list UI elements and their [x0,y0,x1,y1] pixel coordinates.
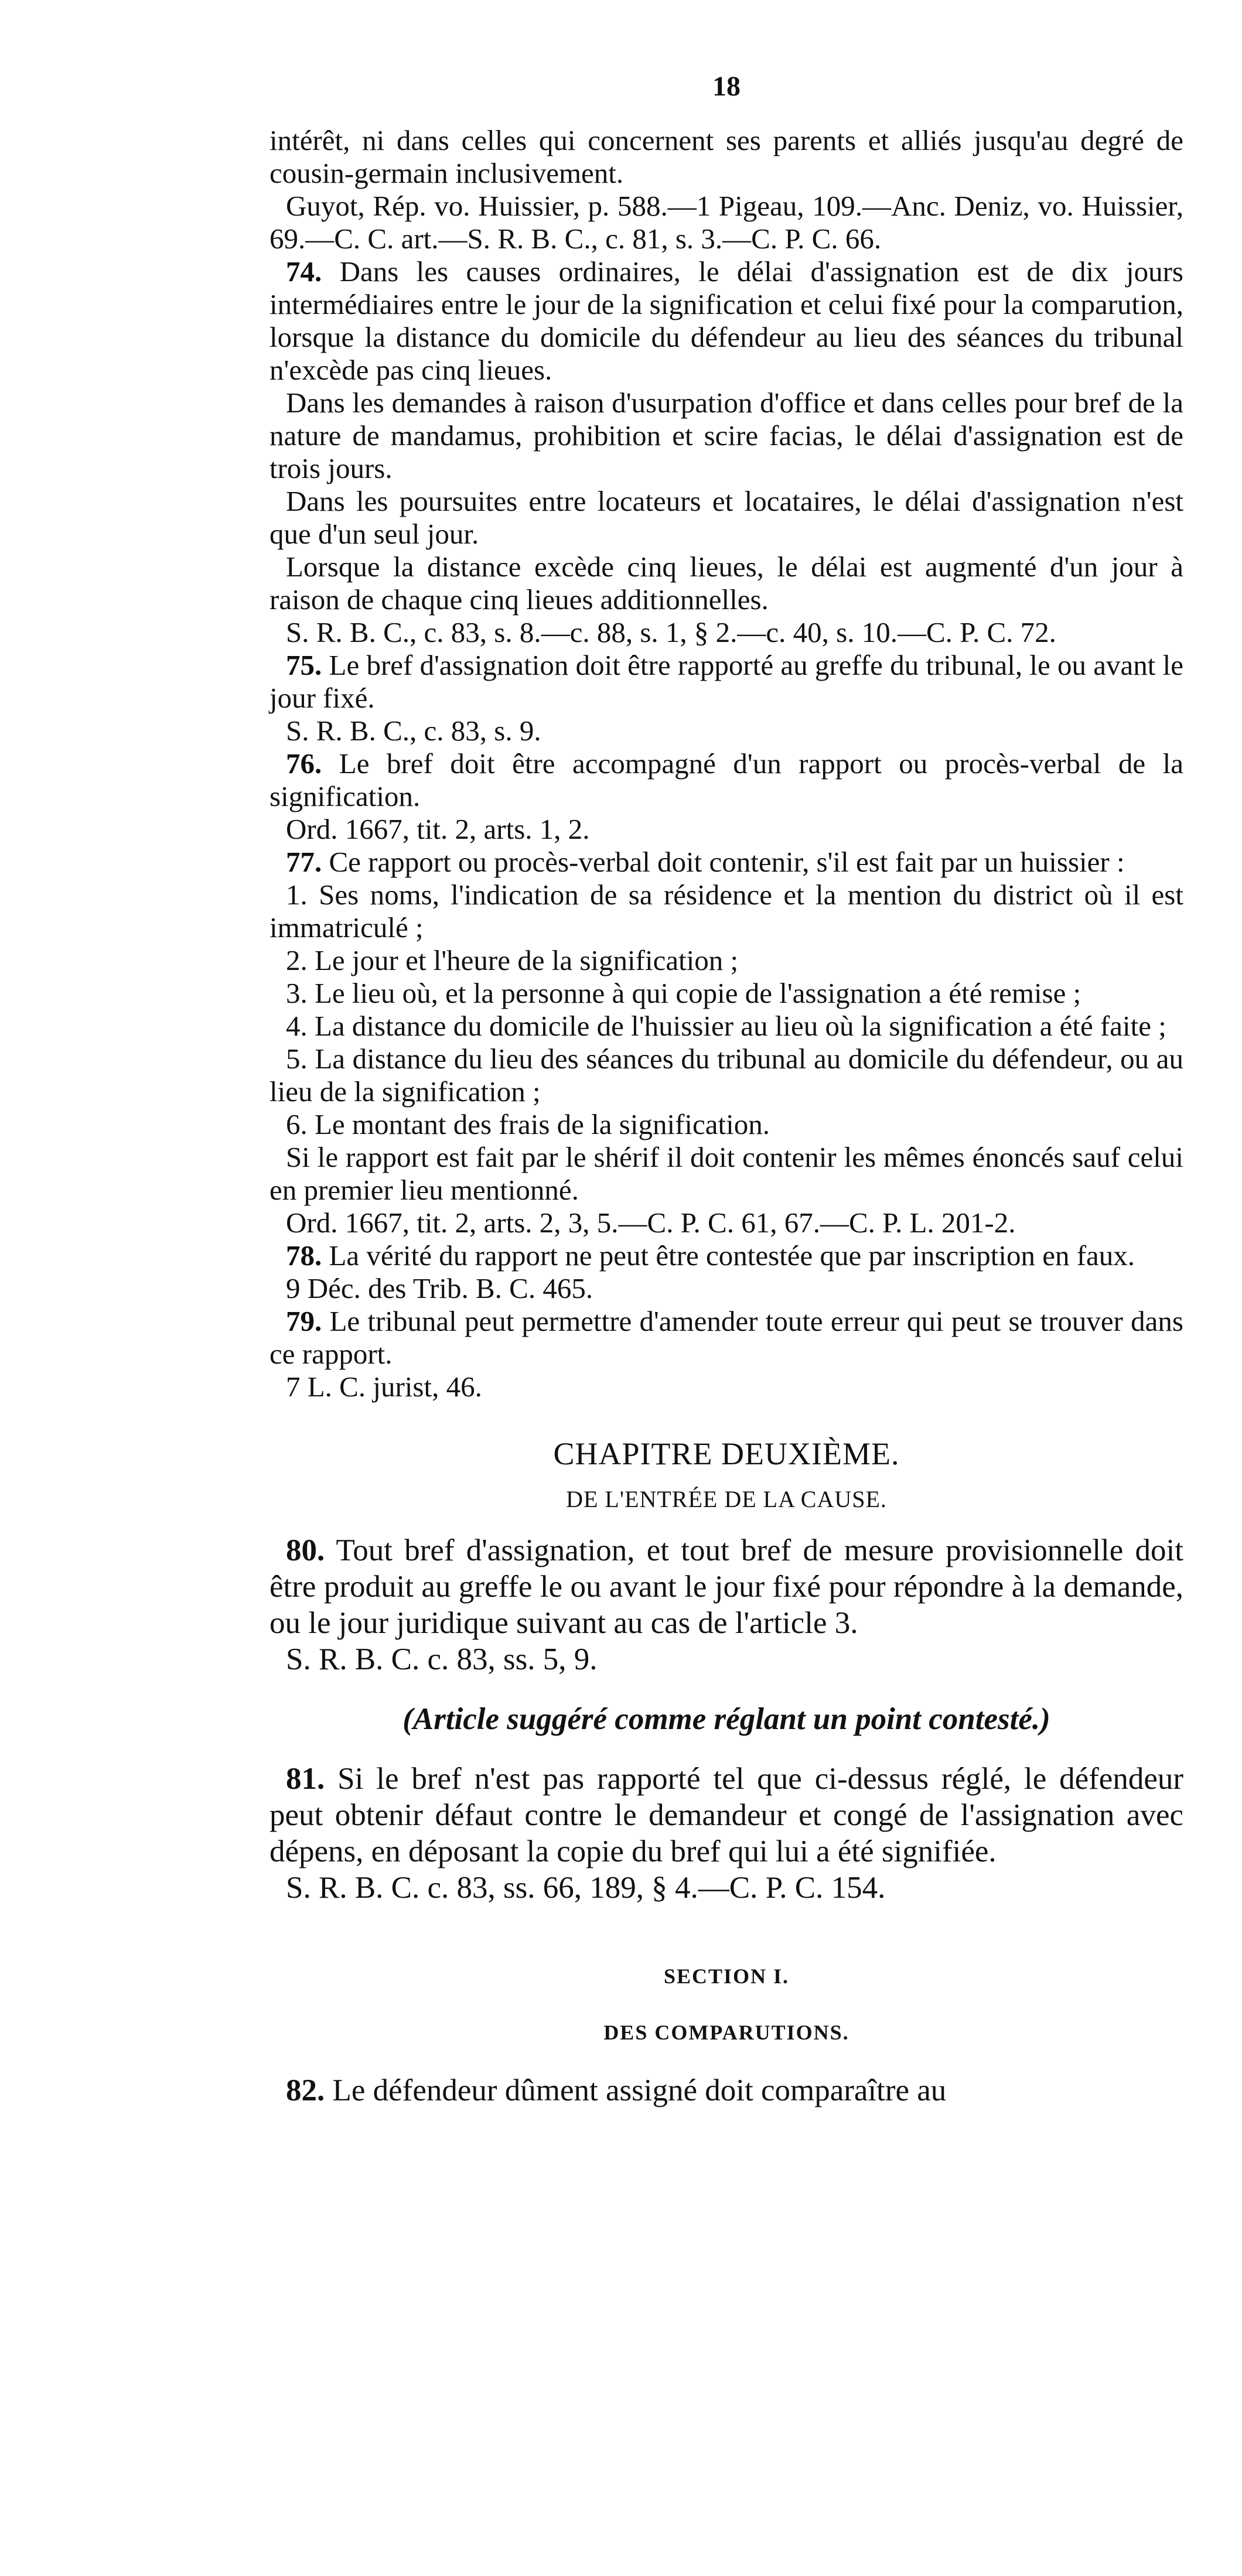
citation: Ord. 1667, tit. 2, arts. 1, 2. [286,813,590,845]
article-number: 79. [286,1305,322,1337]
section-title: SECTION I. [663,1965,790,1988]
text-paragraph: 5. La distance du lieu des séances du tribunal au domicile du défendeur, ou au lieu de la signification ; [269,1043,1183,1108]
text-paragraph: Dans les poursuites entre locateurs et locataires, le délai d'assignation n'est que d'un seul jour. [269,485,1183,550]
article-number: 74. [286,255,322,288]
citation: S. R. B. C., c. 83, s. 9. [286,715,541,747]
text-paragraph: 6. Le montant des frais de la signification. [286,1108,770,1140]
article-text: Le bref d'assignation doit être rapporté au greffe du tribunal, le ou avant le jour fixé. [269,649,1183,714]
article-80 [269,1532,1183,1641]
article-paragraph [269,846,1183,879]
text-paragraph: 2. Le jour et l'heure de la signification ; [286,944,739,976]
article-paragraph [269,747,1183,813]
article-text: Le défendeur dûment assigné doit comparaître au [332,2073,947,2107]
citation: S. R. B. C. c. 83, ss. 66, 189, § 4.—C. P. C. 154. [286,1871,886,1905]
article-paragraph [269,1305,1183,1371]
citation: 7 L. C. jurist, 46. [286,1371,482,1403]
text-paragraph: Si le rapport est fait par le shérif il doit contenir les mêmes énoncés sauf celui en premier lieu mentionné. [269,1141,1183,1206]
citation: Ord. 1667, tit. 2, arts. 2, 3, 5.—C. P. C. 61, 67.—C. P. L. 201-2. [286,1207,1016,1239]
citation: 9 Déc. des Trib. B. C. 465. [286,1272,593,1304]
editorial-note: (Article suggéré comme réglant un point contesté.) [402,1702,1050,1736]
chapter-title: CHAPITRE DEUXIÈME. [553,1436,900,1471]
article-paragraph [269,255,1183,387]
text-paragraph: 4. La distance du domicile de l'huissier au lieu où la signification a été faite ; [286,1010,1166,1042]
article-number: 78. [286,1239,322,1272]
article-number: 76. [286,747,322,780]
citation: S. R. B. C., c. 83, s. 8.—c. 88, s. 1, § 2.—c. 40, s. 10.—C. P. C. 72. [286,616,1056,648]
text-paragraph: Dans les demandes à raison d'usurpation d'office et dans celles pour bref de la nature de mandamus, prohibition et scire facias, le délai d'assignation est de trois jours. [269,387,1183,484]
section-subtitle: DES COMPARUTIONS. [603,2021,849,2044]
text-paragraph: 1. Ses noms, l'indication de sa résidence et la mention du district où il est immatriculé ; [269,879,1183,944]
article-text: Le tribunal peut permettre d'amender toute erreur qui peut se trouver dans ce rapport. [269,1305,1183,1370]
article-82 [269,2072,1183,2109]
article-number: 77. [286,846,322,878]
article-text: Tout bref d'assignation, et tout bref de mesure provisionnelle doit être produit au greffe le ou avant le jour fixé pour répondre à la demande, ou le jour juridique suivant au cas de l'article 3. [269,1533,1184,1640]
article-paragraph [269,649,1183,715]
article-text: Dans les causes ordinaires, le délai d'assignation est de dix jours intermédiaires entre le jour de la signification et celui fixé pour la comparution, lorsque la distance du domicile du défendeur au lieu des séances du tribunal n'excède pas cinq lieues. [269,255,1183,386]
article-paragraph [269,1239,1183,1272]
article-number: 81. [286,1762,325,1796]
article-number: 75. [286,649,322,681]
article-text: Si le bref n'est pas rapporté tel que ci-dessus réglé, le défendeur peut obtenir défaut contre le demandeur et congé de l'assignation avec dépens, en déposant la copie du bref qui lui a été signifiée. [269,1762,1184,1868]
text-paragraph: intérêt, ni dans celles qui concernent ses parents et alliés jusqu'au degré de cousin-germain inclusivement. [269,124,1183,189]
text-paragraph: Lorsque la distance excède cinq lieues, le délai est augmenté d'un jour à raison de chaque cinq lieues additionnelles. [269,551,1183,616]
article-81 [269,1761,1183,1870]
citation: Guyot, Rép. vo. Huissier, p. 588.—1 Pigeau, 109.—Anc. Deniz, vo. Huissier, 69.—C. C. art.—S. R. B. C., c. 81, s. 3.—C. P. C. 66. [269,190,1183,255]
document-page [269,70,1183,2109]
article-list [269,124,1183,1403]
text-paragraph: 3. Le lieu où, et la personne à qui copie de l'assignation a été remise ; [286,977,1081,1009]
article-number: 82. [286,2073,325,2107]
article-text: La vérité du rapport ne peut être contestée que par inscription en faux. [329,1239,1135,1272]
article-number: 80. [286,1533,325,1567]
article-text: Le bref doit être accompagné d'un rapport ou procès-verbal de la signification. [269,747,1184,812]
chapter-subtitle: DE L'ENTRÉE DE LA CAUSE. [566,1486,887,1512]
citation: S. R. B. C. c. 83, ss. 5, 9. [286,1642,598,1676]
article-text: Ce rapport ou procès-verbal doit contenir, s'il est fait par un huissier : [329,846,1125,878]
page-number: 18 [712,71,741,102]
